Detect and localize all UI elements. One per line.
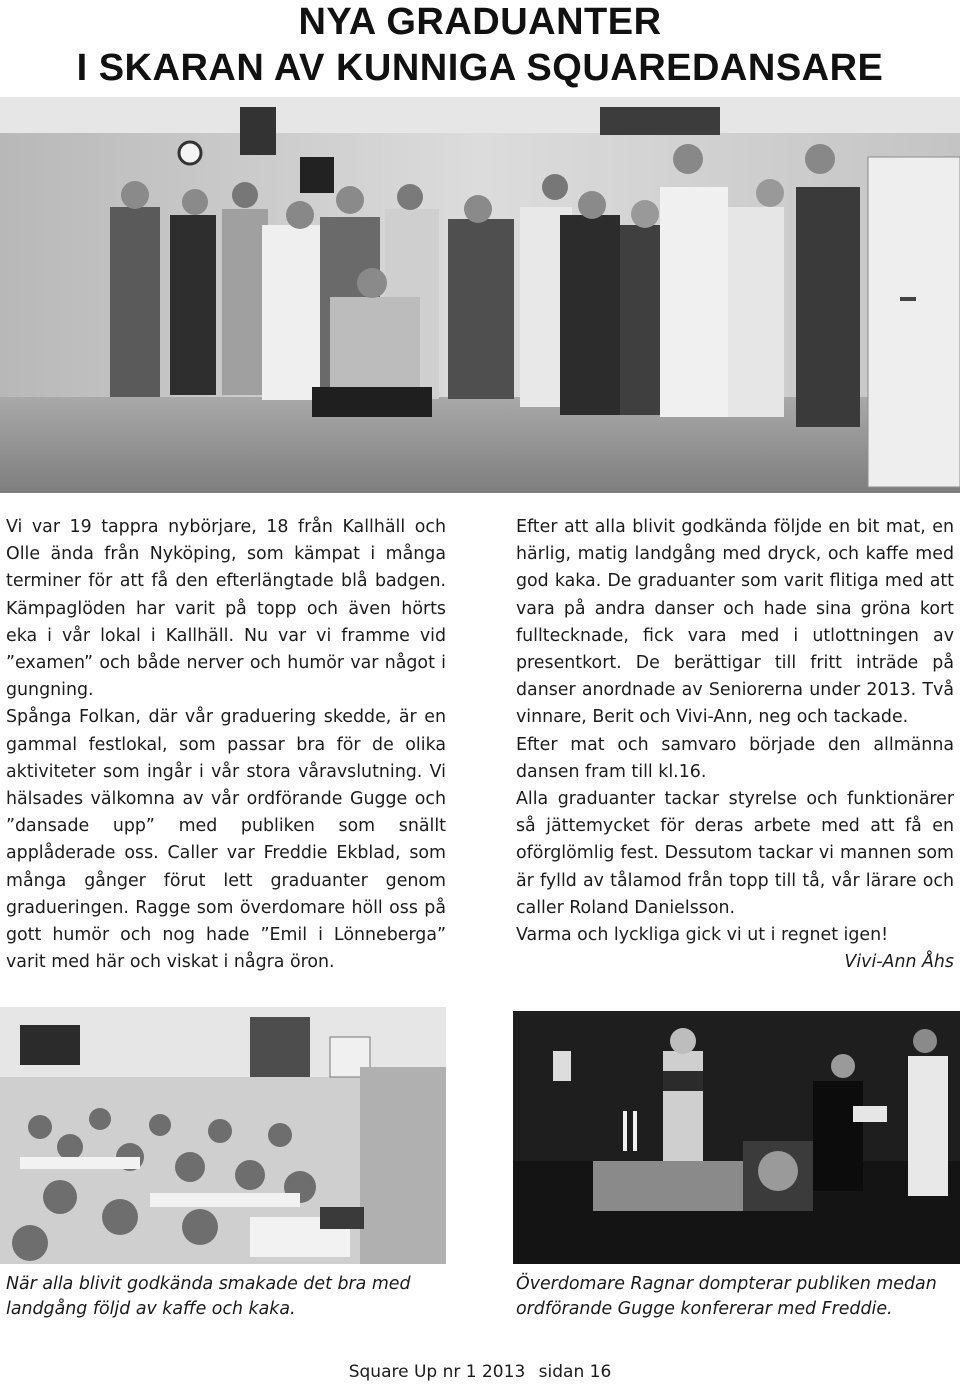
stage-photo — [513, 1011, 960, 1264]
paragraph: Spånga Folkan, där vår graduering skedde, är en gammal festlokal, som passar bra för de olika aktiviteter som ingår i vår stora våravslutning. Vi hälsades välkomna av vår ordförande Gugge och ”dansade upp” med publiken som snällt applåderade oss. Caller var Freddie Ekblad, som många gånger förut lett graduanter genom gradueringen. Ragge som överdomare höll oss på gott humör och nog hade ”Emil i Lönneberga” varit med här och viskat i några öron. — [6, 707, 446, 973]
article-column-right — [516, 514, 954, 976]
photo-caption-right: Överdomare Ragnar dompterar publiken medan ordförande Gugge konfererar med Freddie. — [516, 1274, 937, 1319]
paragraph: Efter mat och samvaro började den allmänna dansen fram till kl.16. — [516, 734, 954, 782]
page-title-line-2: I SKARAN AV KUNNIGA SQUAREDANSARE — [76, 47, 884, 89]
paragraph: Efter att alla blivit godkända följde en bit mat, en härlig, matig landgång med dryck, och kaffe med god kaka. De graduanter som varit flitiga med att vara på andra danser och hade sina gröna kort fulltecknade, fick vara med i utlottningen av presentkort. De berättigar till fritt inträde på danser anordnade av Seniorerna under 2013. Två vinnare, Berit och Vivi-Ann, neg och tackade. — [516, 517, 954, 728]
paragraph: Vi var 19 tappra nybörjare, 18 från Kallhäll och Olle ända från Nyköping, som kämpat i många terminer för att få den efterlängtade blå badgen. Kämpaglöden har varit på topp och även hörts eka i vår lokal i Kallhäll. Nu var vi framme vid ”examen” och både nerver och humör var något i gungning. — [6, 517, 446, 701]
publication-name: Square Up nr 1 2013 — [348, 1362, 526, 1382]
paragraph: Varma och lyckliga gick vi ut i regnet igen! — [516, 925, 889, 946]
photo-caption-left: När alla blivit godkända smakade det bra med landgång följd av kaffe och kaka. — [6, 1274, 411, 1319]
page-title-line-1: NYA GRADUANTER — [298, 1, 662, 43]
paragraph: Alla graduanter tackar styrelse och funktionärer så jättemycket för deras arbete med att få en oförglömlig fest. Dessutom tackar vi mannen som är fylld av tålamod från topp till tå, vår lärare och caller Roland Danielsson. — [516, 789, 954, 918]
group-photo — [0, 97, 960, 493]
audience-photo — [0, 1007, 446, 1264]
page-number: sidan 16 — [538, 1362, 612, 1382]
article-column-left — [6, 514, 446, 976]
page-footer — [0, 1362, 960, 1382]
author-signature: Vivi-Ann Åhs — [844, 952, 954, 973]
